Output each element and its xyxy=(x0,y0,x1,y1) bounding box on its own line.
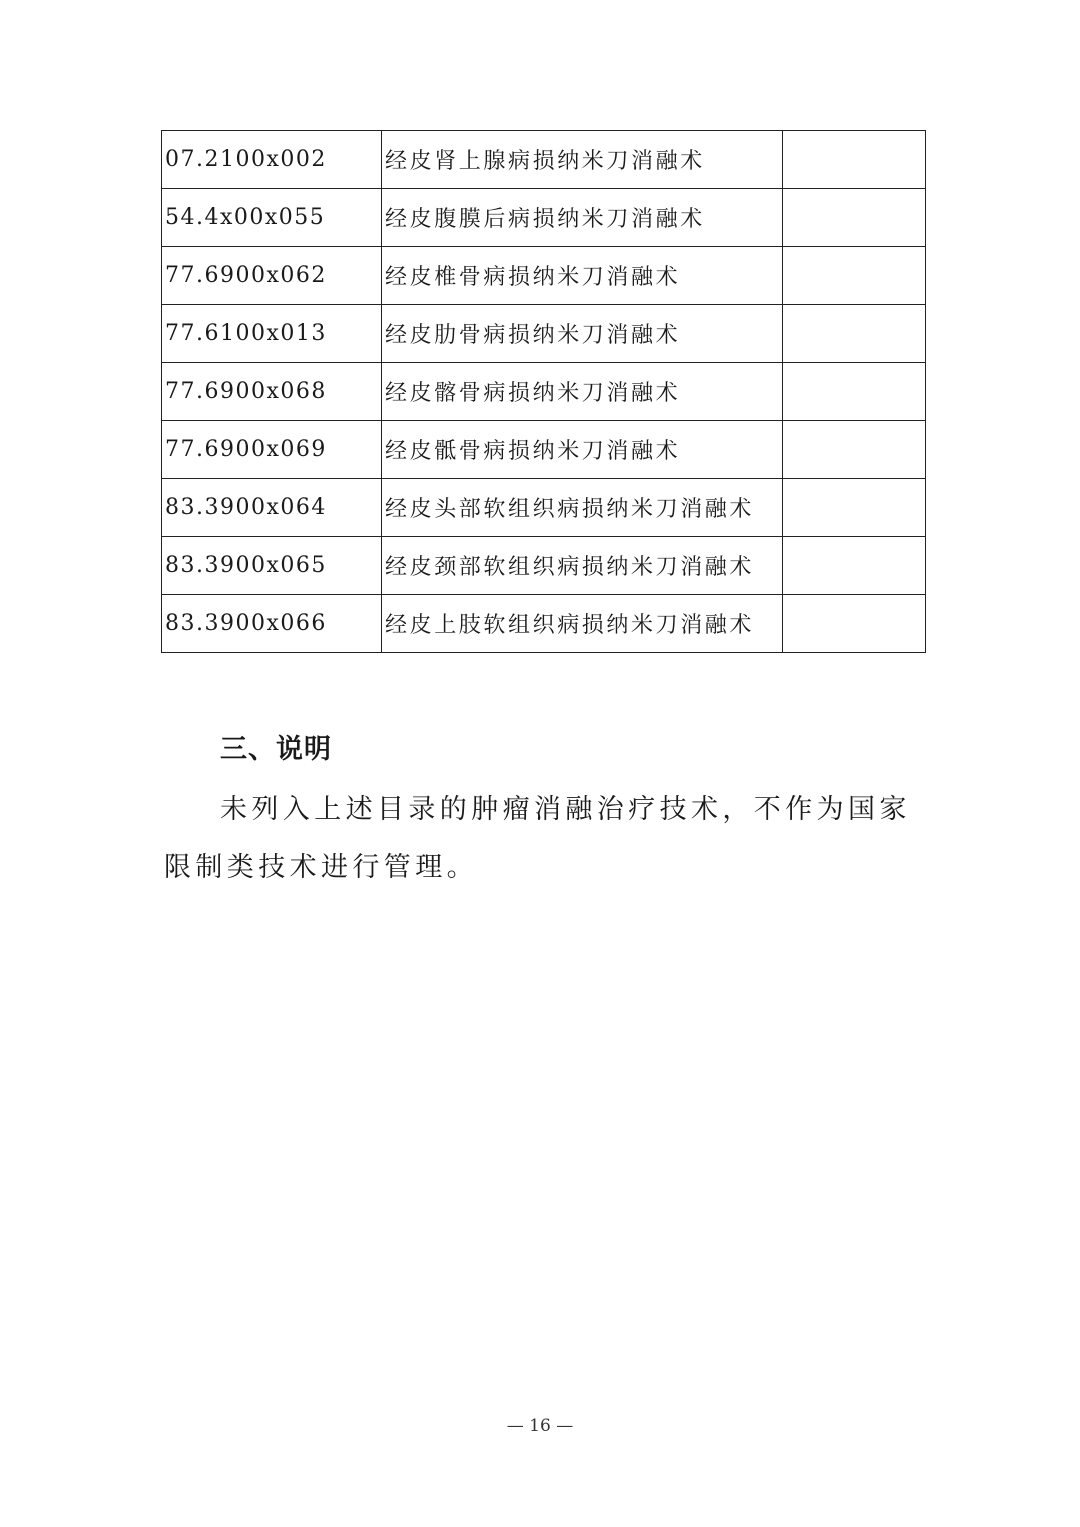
note-cell xyxy=(783,189,926,247)
table-row xyxy=(162,595,926,653)
procedure-name-cell: 经皮颈部软组织病损纳米刀消融术 xyxy=(382,537,783,595)
procedure-code-cell: 54.4x00x055 xyxy=(162,189,382,247)
procedure-code-cell: 77.6900x062 xyxy=(162,247,382,305)
table-row xyxy=(162,247,926,305)
section-heading: 三、说明 xyxy=(220,734,332,765)
procedure-code-cell: 83.3900x065 xyxy=(162,537,382,595)
table-row xyxy=(162,537,926,595)
table-row xyxy=(162,479,926,537)
note-cell xyxy=(783,131,926,189)
table-row xyxy=(162,421,926,479)
note-cell xyxy=(783,421,926,479)
procedure-name-cell: 经皮头部软组织病损纳米刀消融术 xyxy=(382,479,783,537)
table-row xyxy=(162,189,926,247)
procedure-code-cell: 77.6900x069 xyxy=(162,421,382,479)
table-row xyxy=(162,363,926,421)
procedure-code-cell: 77.6900x068 xyxy=(162,363,382,421)
procedure-name-cell: 经皮髂骨病损纳米刀消融术 xyxy=(382,363,783,421)
table-row xyxy=(162,305,926,363)
procedure-name-cell: 经皮骶骨病损纳米刀消融术 xyxy=(382,421,783,479)
note-cell xyxy=(783,363,926,421)
procedure-code-cell: 83.3900x066 xyxy=(162,595,382,653)
procedure-code-cell: 83.3900x064 xyxy=(162,479,382,537)
note-cell xyxy=(783,479,926,537)
procedure-name-cell: 经皮肾上腺病损纳米刀消融术 xyxy=(382,131,783,189)
procedure-code-table xyxy=(161,130,926,653)
note-cell xyxy=(783,305,926,363)
page-number: — 16 — xyxy=(506,1416,574,1436)
section-body-text: 未列入上述目录的肿瘤消融治疗技术，不作为国家限制类技术进行管理。 xyxy=(164,794,911,883)
procedure-name-cell: 经皮腹膜后病损纳米刀消融术 xyxy=(382,189,783,247)
procedure-name-cell: 经皮肋骨病损纳米刀消融术 xyxy=(382,305,783,363)
table-row xyxy=(162,131,926,189)
procedure-code-cell: 77.6100x013 xyxy=(162,305,382,363)
procedure-name-cell: 经皮椎骨病损纳米刀消融术 xyxy=(382,247,783,305)
procedure-code-cell: 07.2100x002 xyxy=(162,131,382,189)
procedure-name-cell: 经皮上肢软组织病损纳米刀消融术 xyxy=(382,595,783,653)
note-cell xyxy=(783,247,926,305)
note-cell xyxy=(783,595,926,653)
note-cell xyxy=(783,537,926,595)
